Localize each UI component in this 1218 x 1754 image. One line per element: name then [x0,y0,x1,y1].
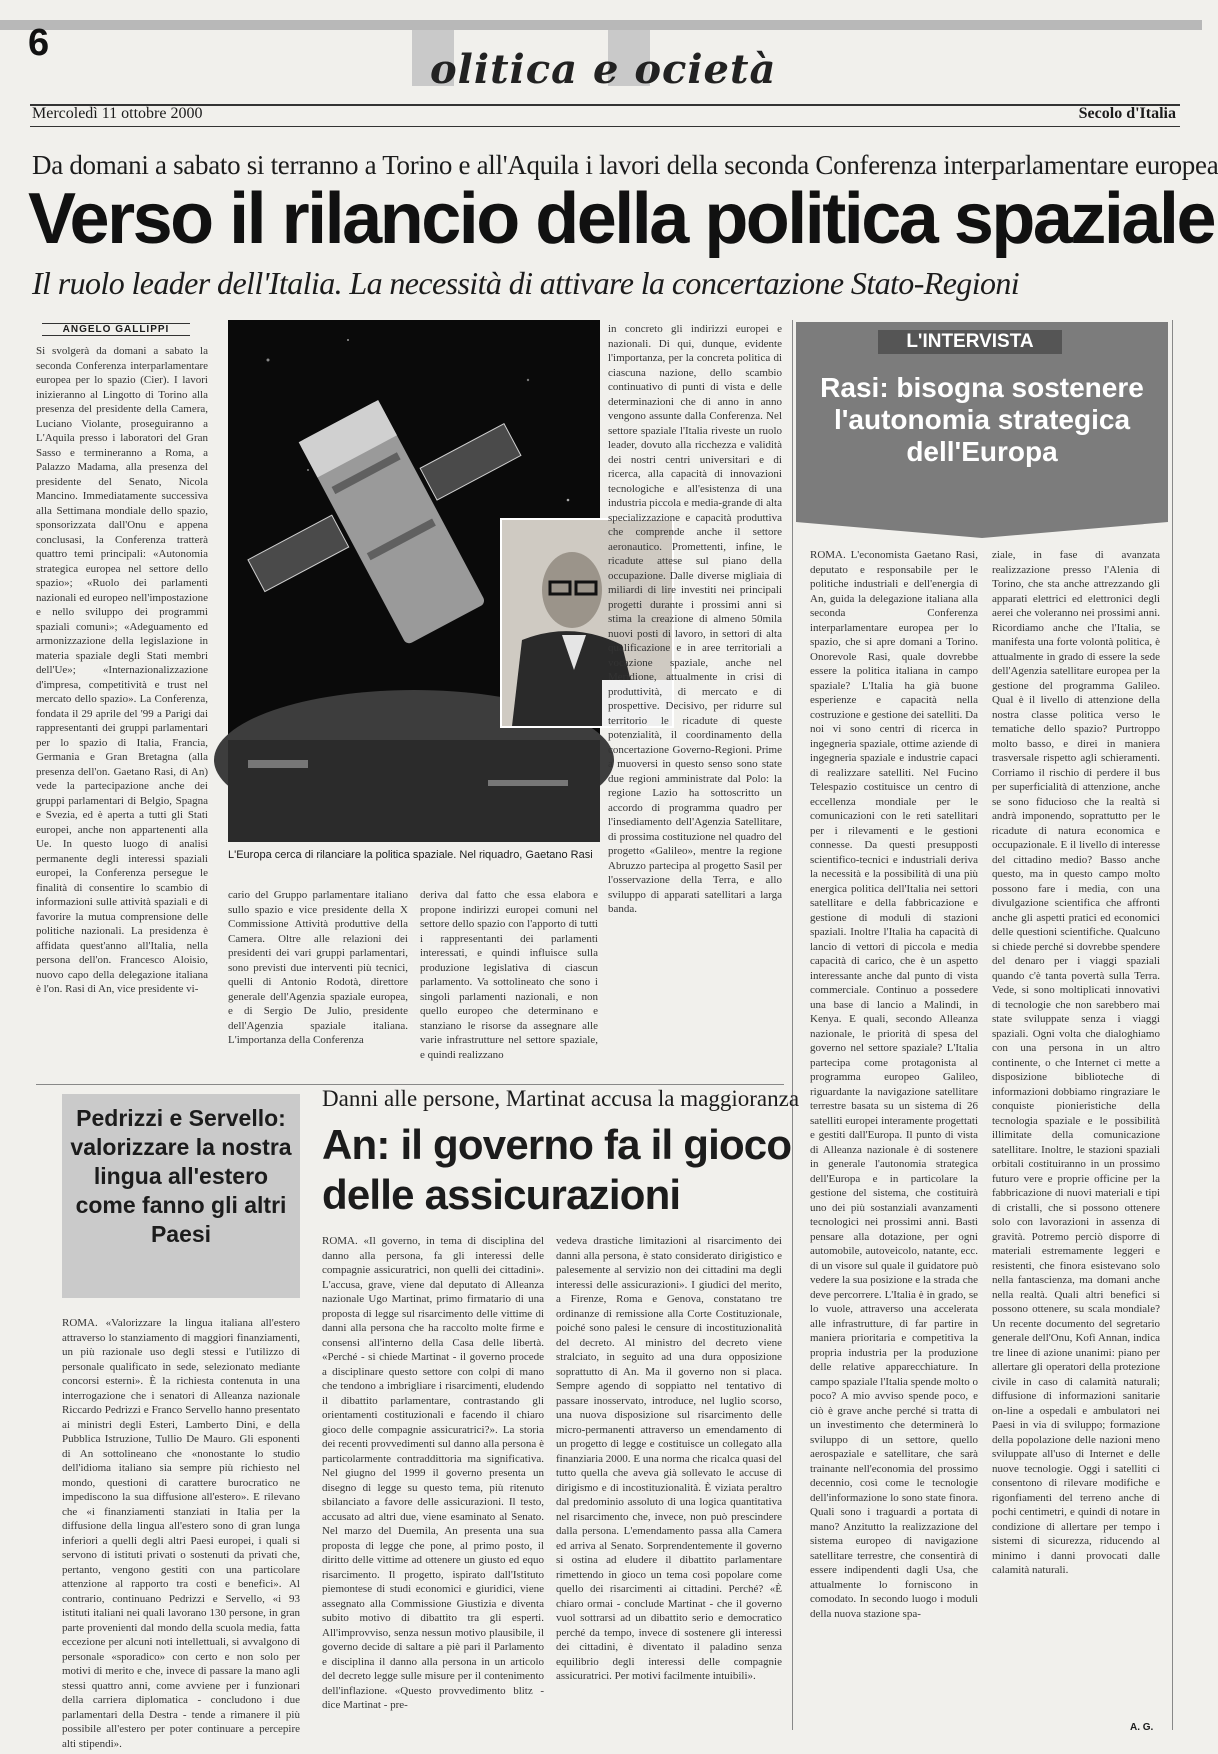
top-rule [0,20,1202,30]
main-headline: Verso il rilancio della politica spaziale [28,179,1215,259]
dateline-rule [30,104,1180,127]
interview-label: L'INTERVISTA [878,330,1062,354]
second-kicker: Danni alle persone, Martinat accusa la maggioranza [322,1086,800,1111]
interview-border-left [792,320,793,1730]
main-column-1: Si svolgerà da domani a sabato la seconda Conferenza interparlamentare europea per lo spazio (Cier). I lavori inizieranno al Lingotto di Torino alla presenza del presidente della Camera, Luciano Violante, proseguiranno a L'Aquila presso i laboratori del Gran Sasso e termineranno a Roma, a Palazzo Madama, alla presenza del presidente del Senato, Nicola Mancino. Immediatamente successiva alla Settimana mondiale dello spazio, sponsorizzata dall'Onu e appena conclusasi, la Conferenza tratterà quattro temi principali: «Autonomia strategica europea nel settore dello spazio»; «Ruolo dei parlamenti nazionali ed europeo nell'impostazione e nello sviluppo dei programmi spaziali comuni»; «Adeguamento ed armonizzazione della legislazione in materia spaziale degli Stati membri dell'Ue»; «Internazionalizzazione d'impresa, competitività e trust nel mercato dello spazio». La Conferenza, fondata il 29 aprile del '99 a Parigi dai rappresentanti dei gruppi parlamentari per lo spazio di Italia, Francia, Germania e Gran Bretagna (alla presenza dell'on. Gaetano Rasi, di An) vede la partecipazione anche dei gruppi parlamentari di Belgio, Spagna e Svezia, ed è aperta a tutti gli Stati europei, anche non appartenenti alla Ue. In questo luogo di analisi permanente degli interessi spaziali europei, la Conferenza persegue le finalità di consentire lo scambio di informazioni sulle attività spaziali e di favorire la mutua comprensione delle politiche nazionali. La presidenza è affidata quest'anno all'Italia, nella persona dell'on. Francesco Aloisio, nuovo capo della delegazione italiana è l'on. Rasi di An, vice presidente vi- [36,345,208,995]
issue-date: Mercoledì 11 ottobre 2000 [32,105,203,122]
sidebar-title: Pedrizzi e Servello: valorizzare la nostra lingua all'estero come fanno gli altri Paesi [70,1105,292,1247]
sidebar-text: ROMA. «Valorizzare la lingua italiana all'estero attraverso lo stanziamento di maggiori finanziamenti, un più razionale uso degli stessi e l'utilizzo di personale qualificato in sede, selezionato mediante concorsi esterni». È la richiesta contenuta in una interrogazione che i senatori di Alleanza nazionale Riccardo Pedrizzi e Franco Servello hanno presentato ai ministri degli Esteri, Lamberto Dini, e della Pubblica Istruzione, Tullio De Mauro. Gli esponenti di An sottolineano che «nonostante lo studio dell'idioma italiano sia sempre più richiesto nel mondo, questioni di carattere burocratico ne impediscono la sua diffusione all'estero». E rilevano che «i finanziamenti stanziati in Italia per la diffusione della lingua all'estero sono di gran lunga inferiori a quelli degli altri Paesi europei, i quali si servono di istituti privati o sostenuti da privati che, pertanto, vengono gestiti con una particolare attenzione al rapporto tra costi e benefici». Al contrario, continuano Pedrizzi e Servello, «i 93 istituti italiani nei quali lavorano 130 persone, in gran parte provenienti dal mondo della scuola media, fatta eccezione per alcuni noti intellettuali, si avvalgono di personale «sporadico» con certo e non solo per motivi di merito e che, invece di passare la mano agli stessi quattro anni, come avviene per i funzionari della carriera diplomatica - concludono i due parlamentari della Destra - tende a rimanere il più possibile all'estero per poter continuare a percepire alti stipendi». [62,1317,300,1750]
photo-caption: L'Europa cerca di rilanciare la politica spaziale. Nel riquadro, Gaetano Rasi [228,849,593,861]
interview-column-1: ROMA. L'economista Gaetano Rasi, deputato e responsabile per le politiche industriali e dell'energia di An, guida la delegazione italiana alla seconda Conferenza interparlamentare europea per lo spazio, che si apre domani a Torino. Onorevole Rasi, quale dovrebbe essere la politica italiana in campo spaziale? L'Italia ha già buone esperienze e capacità nella costruzione e gestione dei satelliti. Da noi vi sono centri di ricerca in ingegneria spaziale, ottime aziende di ingegneria spaziale e industrie capaci di realizzare satelliti. Nel Fucino Telespazio costituisce un centro di eccellenza mondiale per le comunicazioni con le reti satellitari per i rilevamenti e le gestioni connesse. Da questi presupposti scientifico-tecnici e industriali deriva la necessità e la possibilità di una più energica politica dell'Italia nei settori satellitare e della fabbricazione e gestione di moduli di stazioni spaziali. Inoltre l'Italia ha capacità di lancio di vettori di piccola e media capacità di carico, che è un aspetto interessante anche dal punto di vista commerciale. Continuo a possedere una base di lancio a Malindi, in Kenya. E quali, secondo Alleanza nazionale, le priorità di spesa del governo nel settore spaziale? L'Italia partecipa come protagonista al programma europeo Galileo, riguardante la navigazione satellitare terrestre basata su un sistema di 26 satelliti europei interamente progettati e gestiti dall'Europa. Il punto di vista di Alleanza nazionale è di sostenere in generale l'autonomia strategica dell'Europa e in particolare la gestione del sistema, che costituirà uno dei più sostanziali avanzamenti tecnologici nei prossimi anni. Basti pensare alla dotazione, per ogni automobile, autoveicolo, natante, ecc. di un visore sul quale il guidatore può vedere la sua posizione e la strada che deve percorrere. L'Italia è in grado, se lo vuole, attraverso una accelerata alle infrastrutture, di far partire in maniera prioritaria e competitiva la propria industria per la produzione delle relative apparecchiature. In campo spaziale l'Italia spende molto o poco? A mio avviso spende poco, e ciò è grave anche perché si tratta di un investimento che determinerà lo sviluppo di un settore, quello aerospaziale e satellitare, che sarà trainante nell'economia del prossimo decennio, così come le tecnologie dell'informazione lo sono state finora. Quali sono i traguardi a portata di mano? Anzitutto la realizzazione del sistema europeo di navigazione satellitare terrestre, che consentirà di essere indipendenti dagli Usa, che attualmente lo forniscono in comodato. In secondo luogo i moduli della nuova stazione spa- [810,549,978,1620]
second-column-1: ROMA. «Il governo, in tema di disciplina del danno alla persona, fa gli interessi delle compagnie assicuratrici, non quelli dei cittadini». L'accusa, grave, viene dal deputato di Alleanza nazionale Ugo Martinat, primo firmatario di una proposta di legge sul risarcimento delle vittime di danni alla persona che ha raccolto molte firme e consensi all'interno della Casa delle libertà. «Perché - si chiede Martinat - il governo procede a disciplinare questo settore con colpi di mano che tendono a imbrigliare i risarcimenti, eludendo il dibattito parlamentare, contrastando gli orientamenti costituzionali e facendo il chiaro gioco delle compagnie assicuratrici?». La storia dei recenti provvedimenti sul danno alla persona è particolarmente contraddittoria ma significativa. Nel giugno del 1999 il governo presenta un disegno di legge su questo tema, più ritenuto sbilanciato a favore delle assicurazioni. Il testo, accusato ad altri due, viene esaminato al Senato. Nel marzo del Duemila, An presenta una sua proposta di legge che pone, al primo posto, il diritto delle vittime ad ottenere un giusto ed equo risarcimento. Il progetto, ispirato dall'Istituto piemontese di studi economici e giuridici, viene assegnato alla Commissione Giustizia e diventa subito motivo di dibattito tra gli esperti. All'improvviso, senza nessun motivo plausibile, il governo decide di saltare a piè pari il Parlamento e disciplina il danno alla persona in un articolo del decreto legge sulle misure per il contenimento dell'inflazione. «Questo provvedimento blitz - dice Martinat - pre- [322,1235,544,1711]
interview-signature: A. G. [1130,1722,1154,1733]
second-headline: An: il governo fa il gioco delle assicurazioni [322,1121,792,1218]
interview-column-2: ziale, in fase di avanzata realizzazione presso l'Alenia di Torino, che sta anche attrezzando gli apparati elettrici ed elettronici degli aerei che voleranno nei prossimi anni. Ricordiamo anche che l'Italia, se manifesta una forte volontà politica, è attualmente in grado di essere la sede dell'Agenzia satellitare europea per la gestione del programma Galileo. Qual è il livello di attenzione della nostra classe politica verso le tematiche dello spazio? Purtroppo molto basso, e direi in maniera trasversale rispetto agli schieramenti. Corriamo il rischio di perdere il bus per superficialità di attenzione, anche se sono fiducioso che la realtà si andrà imponendo, soprattutto per le ricadute di natura economica e occupazionale. E il livello di interesse del cittadino medio? Basso anche questo, ma in questo campo molto possono fare i media, con una divulgazione scientifica che affronti anche gli aspetti pratici ed economici delle questioni scientifiche. Qualcuno si chiede perché si dovrebbe spendere del denaro per i viaggi spaziali quando c'è tanta povertà sulla Terra. Vede, si sono moltiplicati innovativi di tecnologie che non sarebbero mai state sviluppate senza i viaggi spaziali. Ogni volta che dialoghiamo con una persona in un altro continente, o che Internet ci mette a disposizione biblioteche di informazioni dobbiamo ringraziare le conquiste pionieristiche della tecnologia spaziale e le possibilità illimitate della comunicazione satellitare. Inoltre, le stazioni spaziali orbitali costituiranno in un prossimo futuro vere e proprie officine per la fabbricazione di nuovi materiali e tipi di cristalli, che si possono ottenere solo con lavorazioni in assenza di gravità. Potremo perciò disporre di materiali estremamente leggeri e resistenti, che finora esistevano solo nella fantascienza, ma domani anche nella realtà. Quali altri benefici si possono ottenere, su scala mondiale? Un recente documento del segretario generale dell'Onu, Kofi Annan, indica tre linee di azione unanimi: piano per allertare gli operatori della protezione civile in caso di calamità naturali; diffusione di informazioni sanitarie on-line a ospedali e ambulatori nei Paesi in via di sviluppo; formazione della popolazione delle nazioni meno sviluppate all'uso di Internet e delle nuove tecnologie. Oggi i satelliti ci consentono di rilevare modifiche e rigonfiamenti del terreno anche di pochi centimetri, e quindi di notare in condizione di allertare per tempo i sistemi di sicurezza, riducendo al minimo i danni provocati dalle calamità naturali. [992,549,1160,1576]
interview-title: Rasi: bisogna sostenere l'autonomia strategica dell'Europa [820,372,1144,467]
second-column-2: vedeva drastiche limitazioni al risarcimento dei danni alla persona, è stato considerato dirigistico e palesemente al servizio non dei cittadini ma degli interessi delle assicurazioni». I giudici del merito, a Firenze, Roma e Genova, constatano tre ordinanze di remissione alla Corte Costituzionale, poiché sono palesi le censure di incostituzionalità del decreto. Al ministro del decreto viene stralciato, in seguito ad una dura opposizione soprattutto di An. Ma il governo non si placa. Sempre agendo di soppiatto nel tentativo di passare inosservato, introduce, nel luglio scorso, una nuova disposizione sul risarcimento delle micro-permanenti attraverso un emendamento di un progetto di legge e costituisce un collegato alla finanziaria 2000. E una norma che ricalca quasi del tutto quella che aveva già sollevato le accuse di dirigismo e di incostituzionalità. È viziata peraltro dal predominio assoluto di una logica quantitativa nel risarcimento che, invece, non può prescindere dalla persona. L'emendamento passa alla Camera ed arriva al Senato. Sorprendentemente il governo si ostina ad eludere il dibattito parlamentare rimettendo in gioco un tema così popolare come quello dei risarcimenti ai cittadini. Perché? «È chiaro ormai - conclude Martinat - che il governo vuol sottrarsi ad un dibattito serio e democratico perché da tempo, invece di sostenere gli interessi dei cittadini, è diventato il paladino senza equilibrio degli interessi delle compagnie assicuratrici. Per motivi facilmente intuibili». [556,1235,782,1682]
main-kicker: Da domani a sabato si terranno a Torino e all'Aquila i lavori della seconda Conferenza interparlamentare europea [32,150,1218,180]
main-column-4: in concreto gli indirizzi europei e nazionali. Di qui, dunque, evidente l'importanza, per la concreta politica di ciascuna nazione, dello scambio continuativo di punti di vista e delle determinazioni che di anno in anno vengono assunte dalla Conferenza. Nel settore spaziale l'Italia riveste un ruolo leader, dovuto alla ricchezza e validità dei nostri centri universitari e di ricerca, alla capacità di innovazioni tecnologiche e all'esistenza di una industria piccola e media-grande di alta specializzazione e capacità produttiva che comprende anche il settore aeronautico. Promettenti, infine, le ricadute attese sul piano della occupazione. Dalle diverse migliaia di miliardi di lire investiti nei principali progetti durante i prossimi anni si stima la creazione di almeno 50mila nuovi posti di lavoro, in settori di alta qualificazione e in aree territoriali a vocazione spaziale, anche nel Meridione, attualmente in crisi di produttività, di mercato e di prospettive. Decisivo, per ridurre sul territorio le ricadute di queste potenzialità, il coordinamento della concertazione Governo-Regioni. Prime a muoversi in questo senso sono state due regioni amministrate dal Polo: la regione Lazio ha sottoscritto un accordo di programma quadro per l'insediamento dell'Agenzia Satellitare, di prossima costituzione nel quadro del progetto «Galileo», mentre la regione Abruzzo partecipa al progetto Sasil per l'osservazione della Terra, e allo sviluppo di apparati satellitari a larga banda. [608,323,782,915]
interview-border-right [1172,320,1173,1730]
section-title [400,30,820,95]
story-divider [36,1084,784,1085]
byline: ANGELO GALLIPPI [42,323,190,336]
main-column-2: cario del Gruppo parlamentare italiano sullo spazio e vice presidente della X Commissione Attività produttive della Camera. Oltre alle relazioni dei presidenti dei vari gruppi parlamentari, sono previsti due interventi più tecnici, quelli di Antonio Rodotà, direttore generale dell'Agenzia spaziale europea, e di Sergio De Julio, presidente dell'Agenzia spaziale italiana. L'importanza della Conferenza [228,889,408,1046]
interview-arrow [796,522,1168,538]
section-title-text: olitica e ocietà [430,46,777,93]
main-column-3: deriva dal fatto che essa elabora e propone indirizzi europei comuni nel settore dello spazio con l'apporto di tutti i rappresentanti dei parlamenti interessati, e quindi influisce sulla produzione legislativa di ciascun parlamento. Va sottolineato che sono i singoli parlamenti nazionali, e non quello europeo che determinano e stanziano le risorse da assegnare alle varie infrastrutture nel settore spaziale, e quindi realizzano [420,889,598,1061]
main-subhead: Il ruolo leader dell'Italia. La necessità di attivare la concertazione Stato-Regioni [32,265,1020,301]
newspaper-name: Secolo d'Italia [1078,105,1176,122]
page-number: 6 [28,22,50,64]
